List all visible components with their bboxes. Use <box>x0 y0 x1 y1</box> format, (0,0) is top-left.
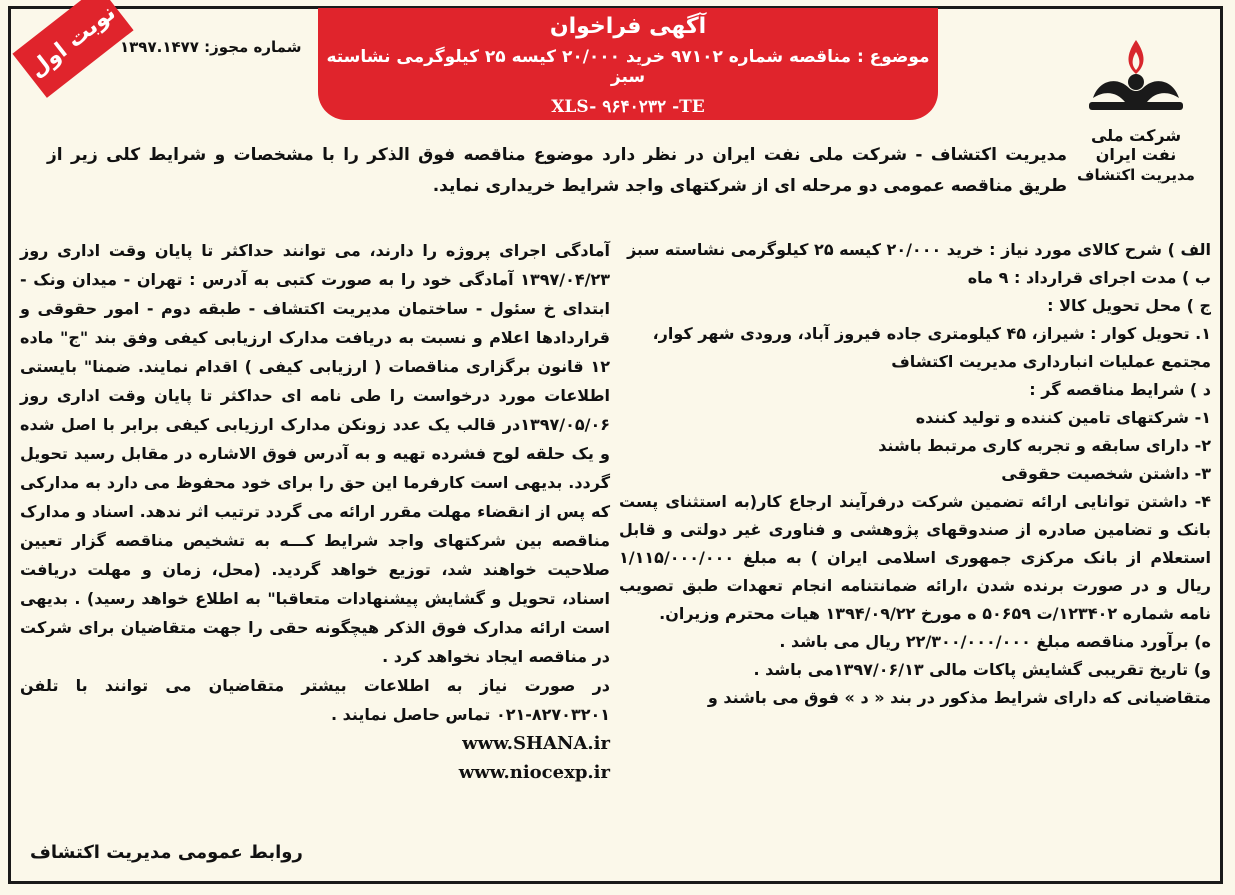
logo-department: مدیریت اکتشاف <box>1077 166 1195 184</box>
item-opening-date: و) تاریخ تقریبی گشایش پاکات مالی ۱۳۹۷/۰۶/۱۳می باشد . <box>753 660 1211 679</box>
item-estimate: ه) برآورد مناقصه مبلغ ۲۲/۳۰۰/۰۰۰/۰۰۰ ریال می باشد . <box>779 632 1211 651</box>
website-niocexp[interactable]: www.niocexp.ir <box>458 762 610 783</box>
header-banner <box>318 8 938 120</box>
item-delivery-heading: ج ) محل تحویل کالا : <box>1047 296 1211 315</box>
terms-right-column <box>619 236 1211 712</box>
public-relations-signature: روابط عمومی مدیریت اکتشاف <box>30 842 303 863</box>
nioc-logo <box>1076 36 1196 196</box>
item-delivery-address: ۱. تحویل کوار : شیراز، ۴۵ کیلومتری جاده فیروز آباد، ورودی شهر کوار، مجتمع عملیات انبارداری مدیریت اکتشاف <box>652 324 1211 371</box>
item-applicants: متقاضیانی که دارای شرایط مذکور در بند « د » فوق می باشند و <box>707 688 1211 707</box>
advert-title: آگهی فراخوان <box>549 14 707 39</box>
condition-4: ۴- داشتن توانایی ارائه تضمین شرکت درفرآیند ارجاع کار(به استثنای پست بانک و تضامین صادره از صندوقهای پژوهشی و فناوری غیر دولتی و قابل استعلام از بانک مرکزی جمهوری اسلامی ایران ) به مبلغ ۱/۱۱۵/۰۰۰/۰۰۰ ریال و در صورت برنده شدن ،ارائه ضمانتنامه انجام تعهدات طبق تصویب نامه شماره ۱۲۳۴۰۲/ت ۵۰۶۵۹ ه مورخ ۱۳۹۴/۰۹/۲۲ هیات محترم وزیران. <box>619 492 1211 623</box>
logo-company-name: شرکت ملی نفت ایران <box>1090 126 1182 164</box>
permit-number: شماره مجوز: ۱۳۹۷.۱۴۷۷ <box>120 38 302 56</box>
first-print-stamp: نوبت اول <box>12 0 133 98</box>
submission-paragraph: آمادگی اجرای پروژه را دارند، می توانند حداکثر تا پایان وقت اداری روز ۱۳۹۷/۰۴/۲۳ آمادگی خود را به صورت کتبی به آدرس : تهران - میدان ونک - ابتدای خ سئول - ساختمان مدیریت اکتشاف - طبقه دوم - امور حقوقی و قراردادها اعلام و نسبت به دریافت مدارک ارزیابی کیفی وفق بند "ج" ماده ۱۲ قانون برگزاری مناقصات ( ارزیابی کیفی ) اقدام نمایند. ضمنا" بایستی اطلاعات مورد درخواست را طی نامه ای حداکثر تا پایان وقت اداری روز ۱۳۹۷/۰۵/۰۶در قالب یک عدد زونکن مدارک ارزیابی کیفی برابر با اصل شده و یک حلقه لوح فشرده تهیه و به آدرس فوق الاشاره در مقابل رسید تحویل گردد. بدیهی است کارفرما این حق را برای خود محفوظ می دارد به مدارکی که پس از انقضاء مهلت مقرر ارائه می گردد ترتیب اثر ندهد. اسناد و مدارک مناقصه بین شرکتهای واجد شرایط کـــه به تشخیص مناقصه گزار تعیین صلاحیت خواهند شد، توزیع خواهد گردید. (محل، زمان و مهلت دریافت اسناد، تحویل و گشایش پیشنهادات متعاقبا" به اطلاع خواهد رسید) . بدیهی است ارائه مدارک فوق الذکر هیچگونه حقی را جهت متقاضیان برای شرکت در مناقصه ایجاد نخواهد کرد . <box>20 241 610 666</box>
condition-3: ۳- داشتن شخصیت حقوقی <box>1001 464 1211 483</box>
item-bidder-conditions: د ) شرایط مناقصه گر : <box>1029 380 1211 399</box>
nioc-emblem-icon <box>1081 36 1191 118</box>
website-shana[interactable]: www.SHANA.ir <box>462 733 610 754</box>
condition-1: ۱- شرکتهای تامین کننده و تولید کننده <box>915 408 1211 427</box>
item-duration: ب ) مدت اجرای قرارداد : ۹ ماه <box>967 268 1211 287</box>
item-goods: الف ) شرح کالای مورد نیاز : خرید ۲۰/۰۰۰ کیسه ۲۵ کیلوگرمی نشاسته سبز <box>627 240 1211 259</box>
intro-paragraph: مدیریت اکتشاف - شرکت ملی نفت ایران در نظر دارد موضوع مناقصه فوق الذکر را با مشخصات و شرایط کلی زیر از طریق مناقصه عمومی دو مرحله ای از شرکتهای واجد شرایط خریداری نماید. <box>47 145 1067 196</box>
tender-code: XLS- ۹۶۴۰۲۳۲ -TE <box>551 97 705 117</box>
contact-paragraph: در صورت نیاز به اطلاعات بیشتر متقاضیان می توانند با تلفن ۸۲۷۰۳۲۰۱-۰۲۱ تماس حاصل نمایند . <box>20 676 610 724</box>
terms-left-column <box>20 236 610 787</box>
condition-2: ۲- دارای سابقه و تجربه کاری مرتبط باشند <box>878 436 1211 455</box>
advert-subject: موضوع : مناقصه شماره ۹۷۱۰۲ خرید ۲۰/۰۰۰ کیسه ۲۵ کیلوگرمی نشاسته سبز <box>326 47 930 87</box>
